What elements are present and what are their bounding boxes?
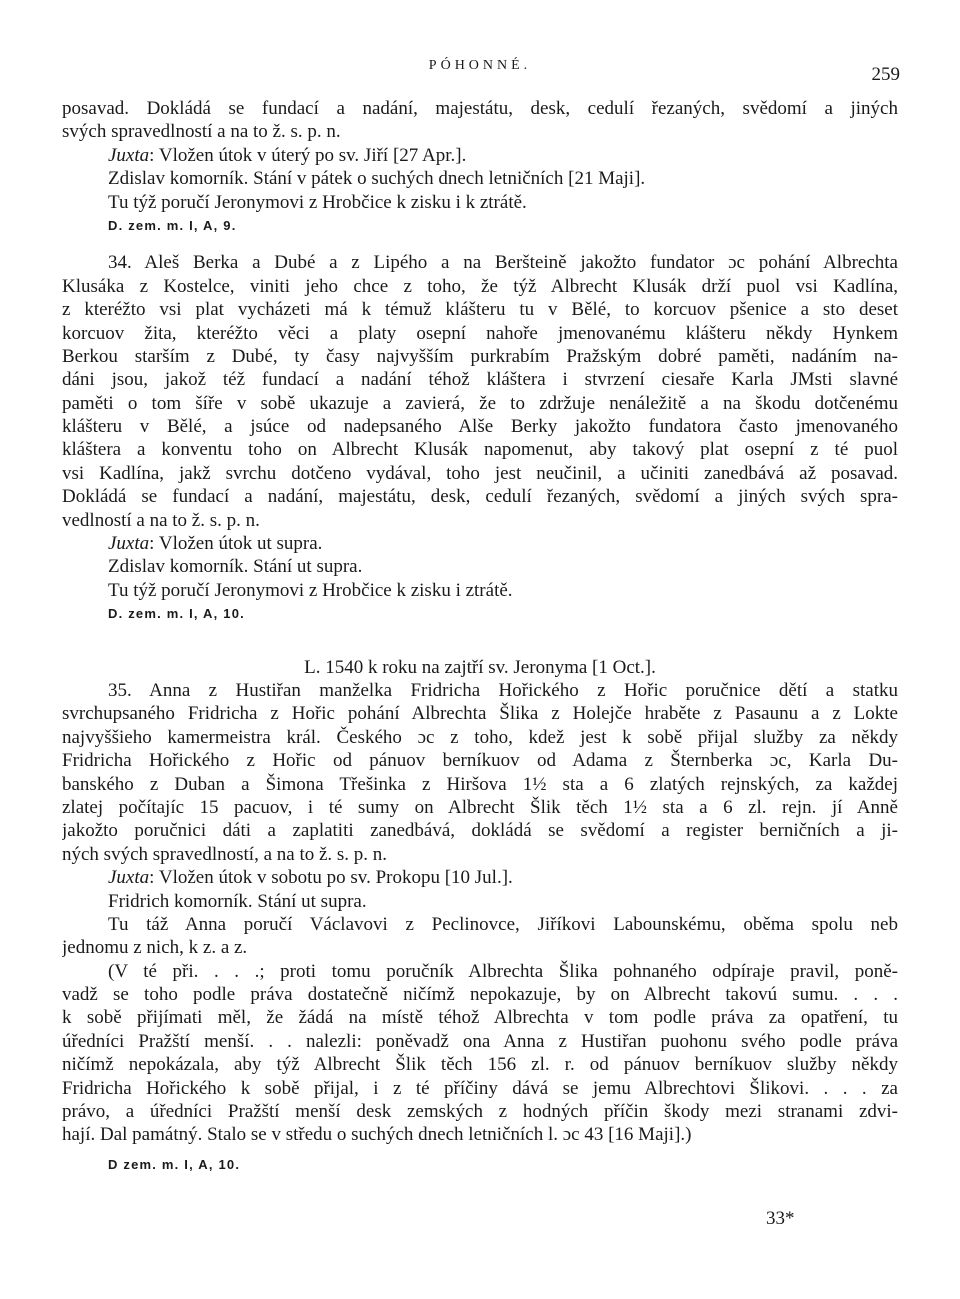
note-line: právo, a úředníci Pražští menší desk zemských z hodných příčin škody mezi stranami zdvi-: [62, 1101, 898, 1123]
note-line: Fridricha Hořického k sobě přijal, i z té příčiny dává se jemu Albrechtovi Šlikovi. . . . za: [62, 1077, 898, 1099]
text-line: Dokládá se fundací a nadání, majestátu, desk, cedulí řezaných, svědomí a jiných svých spra-: [62, 486, 898, 508]
juxta-label: Juxta: [108, 533, 150, 555]
text-line: Tu táž Anna poručí Václavovi z Peclinovce, Jiříkovi Labounskému, oběma spolu neb: [108, 913, 898, 935]
date-heading: L. 1540 k roku na zajtří sv. Jeronyma [1 Oct.].: [304, 656, 656, 678]
text-line: Tu týž poručí Jeronymovi z Hrobčice k zisku i ztrátě.: [108, 579, 513, 601]
text-line: banského z Duban a Šimona Třešinka z Hiršova 1½ sta a 6 zlatých rejnských, za každej: [62, 773, 898, 795]
text-line: svrchupsaného Fridricha z Hořic pohání Albrechta Šlika z Holejče hraběte z Pasaunu a z Lokte: [62, 703, 898, 725]
text-line: dáni jsou, jakož též fundací a nadání téhož kláštera i stvrzení ciesaře Karla JMsti slavné: [62, 369, 898, 391]
running-head: PÓHONNÉ.: [428, 58, 532, 73]
page-header: [0, 58, 960, 88]
text-line: svých spravedlností a na to ž. s. p. n.: [62, 121, 341, 143]
text-line: jakožto poručnici dáti a zaplatiti zanedbává, dokládá se svědomí a register berničních a ji-: [62, 820, 898, 842]
text-line: posavad. Dokládá se fundací a nadání, majestátu, desk, cedulí řezaných, svědomí a jiných: [62, 98, 898, 119]
page-body: [62, 97, 898, 1176]
source-reference: D. zem. m. I, A, 10.: [108, 606, 245, 622]
text-line: Zdislav komorník. Stání ut supra.: [108, 556, 363, 578]
text-line: Fridrich komorník. Stání ut supra.: [108, 890, 367, 912]
text-line: jednomu z nich, k z. a z.: [62, 937, 248, 959]
text-line: klášteru v Bělé, a jsúce od nadepsaného Alše Berky jakožto fundatora často jmenovaného: [62, 416, 898, 438]
entry-35-first-line: 35. Anna z Hustiřan manželka Fridricha Hořického z Hořic poručnice dětí a statku: [108, 679, 898, 701]
text-line: Zdislav komorník. Stání v pátek o suchých dnech letničních [21 Maji].: [108, 168, 646, 190]
note-line: k sobě přijímati měl, že žádá na místě téhož Albrechta v tom podle práva za opatření, tu: [62, 1007, 898, 1029]
source-reference: D zem. m. I, A, 10.: [108, 1156, 241, 1172]
page-number: 259: [871, 64, 900, 85]
note-line: úředníci Pražští menší. . . nalezli: poněvadž ona Anna z Hustiřan puohonu svého podle práva: [62, 1030, 898, 1052]
juxta-line: [62, 866, 898, 889]
juxta-label: Juxta: [108, 867, 150, 889]
juxta-text: : Vložen útok v úterý po sv. Jiří [27 Apr.].: [149, 144, 467, 166]
text-line: najvyššieho kamermeistra král. Českého ɔc z toho, kdež jest k sobě přijal služby za někdy: [62, 726, 898, 748]
entry-34-first-line: 34. Aleš Berka a Dubé a z Lipého a na Beršteině jakožto fundator ɔc pohání Albrechta: [108, 252, 898, 274]
juxta-line: [62, 532, 898, 555]
text-line: korcuov žita, kteréžto věci a platy osepní nahoře jmenovanému klášteru někdy Hynkem: [62, 322, 898, 344]
text-line: paměti o tom šíře v sobě ukazuje a zavierá, že to zdržuje nenáležitě a na škodu dotčenému: [62, 392, 898, 414]
text-line: vsi Kadlína, jakž svrchu dotčeno vydával, toho jest neučinil, a učiniti zanedbává až posavad.: [62, 462, 898, 484]
text-line: zlatej počítajíc 15 pacuov, i té sumy on Albrecht Šlik těch 1½ sta a 6 zl. rejn. jí Anně: [62, 796, 898, 818]
text-line: ných svých spravedlností, a na to ž. s. p. n.: [62, 843, 388, 865]
juxta-text: : Vložen útok ut supra.: [149, 533, 323, 555]
note-line: vadž se toho podle práva dostatečně ničímž nepokazuje, by on Albrecht takovú sumu. . . .: [62, 984, 898, 1006]
text-line: z kteréžto vsi plat vycházeti má k témuž klášteru tu v Bělé, to korcuov pšenice a sto deset: [62, 299, 898, 321]
text-line: Berkou starším z Dubé, ty časy najvyšším purkrabím Pražským dobré paměti, nadáním na-: [62, 345, 898, 367]
source-reference: D. zem. m. I, A, 9.: [108, 217, 237, 233]
juxta-text: : Vložen útok v sobotu po sv. Prokopu [10 Jul.].: [149, 867, 513, 889]
note-line: ničímž nepokázala, aby týž Albrecht Šlik těch 156 zl. r. od pánuov berníkuov služby někdy: [62, 1054, 898, 1076]
text-line: Tu týž poručí Jeronymovi z Hrobčice k zisku i k ztrátě.: [108, 191, 527, 213]
text-line: Fridricha Hořického z Hořic od pánuov berníkuov od Adama z Šternberka ɔc, Karla Du-: [62, 750, 898, 772]
text-line: Klusáka z Kostelce, viniti jeho chce z toho, že týž Albrecht Klusák drží puol vsi Kadlína,: [62, 275, 898, 297]
note-line: (V té při. . . .; proti tomu poručník Albrechta Šlika pohnaného odpíraje pravil, poně-: [108, 960, 898, 982]
text-line: vedlností a na to ž. s. p. n.: [62, 509, 260, 531]
juxta-label: Juxta: [108, 144, 150, 166]
note-line: hají. Dal památný. Stalo se v středu o suchých dnech letničních l. ɔc 43 [16 Maji].): [62, 1124, 692, 1146]
juxta-line: [62, 144, 898, 167]
signature-mark: 33*: [766, 1208, 795, 1229]
text-line: kláštera a konventu toho on Albrecht Klusák napomenut, aby takový plat osepní z té puol: [62, 439, 898, 461]
